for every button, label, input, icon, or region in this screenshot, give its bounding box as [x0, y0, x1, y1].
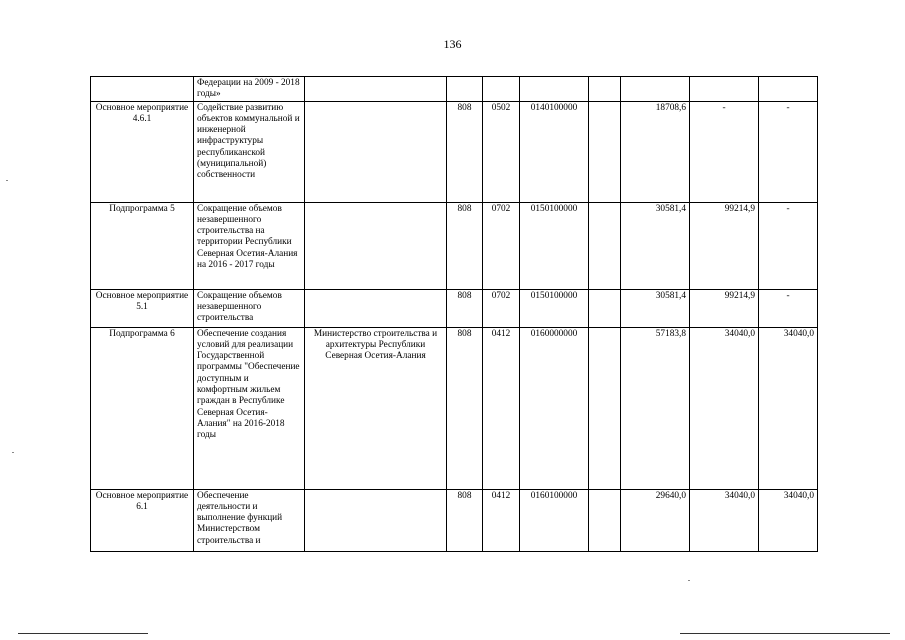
table-row	[91, 327, 818, 489]
scan-speck	[6, 180, 8, 181]
scan-speck	[688, 580, 690, 581]
year3-cell: -	[759, 101, 818, 202]
responsible-cell	[305, 489, 447, 551]
year2-cell: 99214,9	[690, 289, 759, 327]
year3-cell: 34040,0	[759, 327, 818, 489]
status-cell: Подпрограмма 6	[91, 327, 194, 489]
status-cell: Основное мероприятие 5.1	[91, 289, 194, 327]
name-cell: Содействие развитию объектов коммунальной и инженерной инфраструктуры республиканской (муниципальной) собственности	[194, 101, 305, 202]
grbs-cell: 808	[447, 101, 483, 202]
responsible-cell: Министерство строительства и архитектуры Республики Северная Осетия-Алания	[305, 327, 447, 489]
responsible-cell	[305, 202, 447, 289]
name-cell: Федерации на 2009 - 2018 годы»	[194, 77, 305, 102]
status-cell: Основное мероприятие 6.1	[91, 489, 194, 551]
year3-cell: -	[759, 289, 818, 327]
year1-cell	[621, 77, 690, 102]
rzpr-cell: 0502	[483, 101, 520, 202]
year3-cell	[759, 77, 818, 102]
csr-cell: 0140100000	[520, 101, 589, 202]
year2-cell: 99214,9	[690, 202, 759, 289]
year2-cell: 34040,0	[690, 489, 759, 551]
csr-cell: 0150100000	[520, 289, 589, 327]
name-cell: Сокращение объемов незавершенного строительства на территории Республики Северная Осетия-Алания на 2016 - 2017 годы	[194, 202, 305, 289]
table-row	[91, 202, 818, 289]
csr-cell: 0160100000	[520, 489, 589, 551]
vr-cell	[589, 101, 621, 202]
year1-cell: 30581,4	[621, 289, 690, 327]
footer-rule-right	[680, 633, 890, 634]
vr-cell	[589, 289, 621, 327]
rzpr-cell: 0412	[483, 489, 520, 551]
rzpr-cell: 0412	[483, 327, 520, 489]
name-cell: Обеспечение создания условий для реализации Государственной программы "Обеспечение доступным и комфортным жильем граждан в Республике Северная Осетия-Алания" на 2016-2018 годы	[194, 327, 305, 489]
year2-cell: 34040,0	[690, 327, 759, 489]
rzpr-cell: 0702	[483, 289, 520, 327]
grbs-cell: 808	[447, 202, 483, 289]
rzpr-cell: 0702	[483, 202, 520, 289]
vr-cell	[589, 77, 621, 102]
year1-cell: 30581,4	[621, 202, 690, 289]
responsible-cell	[305, 77, 447, 102]
year2-cell	[690, 77, 759, 102]
grbs-cell: 808	[447, 489, 483, 551]
page-number: 136	[443, 37, 462, 51]
table-row	[91, 101, 818, 202]
status-cell: Подпрограмма 5	[91, 202, 194, 289]
status-cell	[91, 77, 194, 102]
vr-cell	[589, 202, 621, 289]
grbs-cell: 808	[447, 327, 483, 489]
scan-speck	[12, 452, 14, 453]
vr-cell	[589, 489, 621, 551]
name-cell: Обеспечение деятельности и выполнение функций Министерством строительства и	[194, 489, 305, 551]
year1-cell: 29640,0	[621, 489, 690, 551]
table-row	[91, 77, 818, 102]
vr-cell	[589, 327, 621, 489]
name-cell: Сокращение объемов незавершенного строительства	[194, 289, 305, 327]
responsible-cell	[305, 101, 447, 202]
budget-table	[90, 76, 818, 552]
rzpr-cell	[483, 77, 520, 102]
csr-cell: 0150100000	[520, 202, 589, 289]
table-row	[91, 289, 818, 327]
grbs-cell	[447, 77, 483, 102]
responsible-cell	[305, 289, 447, 327]
status-cell: Основное мероприятие 4.6.1	[91, 101, 194, 202]
year3-cell: -	[759, 202, 818, 289]
grbs-cell: 808	[447, 289, 483, 327]
csr-cell: 0160000000	[520, 327, 589, 489]
table-row	[91, 489, 818, 551]
year1-cell: 57183,8	[621, 327, 690, 489]
year1-cell: 18708,6	[621, 101, 690, 202]
year3-cell: 34040,0	[759, 489, 818, 551]
year2-cell: -	[690, 101, 759, 202]
csr-cell	[520, 77, 589, 102]
footer-rule-left	[18, 633, 148, 634]
